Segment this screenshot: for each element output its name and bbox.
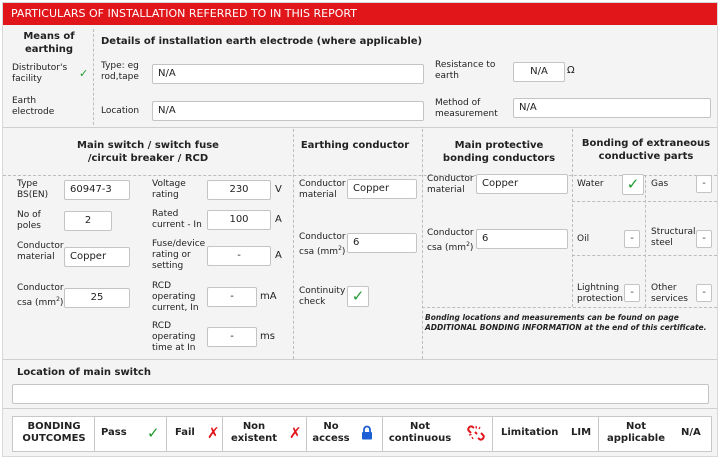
lightning-value[interactable]: -: [624, 284, 640, 302]
means-of-earthing-heading: Means of earthing: [23, 31, 75, 55]
divider: [422, 129, 423, 359]
divider: [3, 127, 717, 128]
oil-value[interactable]: -: [624, 230, 640, 248]
not-continuous-label: Not continuous: [388, 421, 452, 444]
electrode-location-input[interactable]: N/A: [152, 101, 424, 121]
resistance-input[interactable]: N/A: [513, 62, 565, 82]
not-applicable-symbol: N/A: [681, 427, 701, 438]
type-bs-label: Type BS(EN): [17, 179, 49, 200]
other-services-label: Other services: [651, 283, 688, 304]
other-services-value[interactable]: -: [696, 284, 712, 302]
method-label: Method of measurement: [435, 98, 498, 119]
earthing-conductor-csa-label: Conductor csa $(mm^2)$: [299, 232, 346, 257]
structural-steel-label: Structural steel: [651, 227, 696, 248]
type-bs-input[interactable]: 60947-3: [64, 180, 130, 200]
electrode-location-label: Location: [101, 106, 140, 116]
distributor-facility-check-icon[interactable]: ✓: [79, 67, 89, 80]
earthing-conductor-heading: Earthing conductor: [300, 140, 410, 151]
divider: [572, 201, 717, 202]
main-conductor-material-label: Conductor material: [17, 241, 64, 262]
bonding-note-line1: Bonding locations and measurements can be found on page: [425, 313, 679, 322]
legend-not-continuous: [383, 417, 493, 451]
continuity-label: Continuity check: [299, 286, 346, 307]
location-main-switch-input[interactable]: [12, 384, 709, 404]
ohm-unit: Ω: [567, 65, 575, 76]
divider: [3, 175, 717, 176]
poles-input[interactable]: 2: [64, 211, 112, 231]
divider: [422, 307, 717, 308]
main-conductor-csa-label: Conductor csa $(mm^2)$: [17, 283, 64, 308]
structural-steel-value[interactable]: -: [696, 230, 712, 248]
oil-label: Oil: [577, 234, 590, 244]
main-switch-heading: Main switch / switch fuse /circuit breaker / RCD: [77, 140, 219, 164]
fuse-rating-input[interactable]: -: [207, 246, 271, 266]
gas-value[interactable]: -: [696, 175, 712, 193]
rcd-time-label: RCD operating time at In: [152, 321, 196, 353]
electrode-type-input[interactable]: N/A: [152, 64, 424, 84]
rcd-time-input[interactable]: -: [207, 327, 257, 347]
lock-icon: [361, 425, 373, 440]
electrode-details-heading: Details of installation earth electrode (where applicable): [101, 36, 423, 47]
rated-current-label: Rated current - In: [152, 209, 202, 230]
water-label: Water: [577, 179, 604, 189]
divider: [572, 129, 573, 307]
water-check-icon[interactable]: ✓: [622, 174, 644, 195]
no-access-label: No access: [312, 421, 350, 444]
divider: [3, 408, 717, 409]
bonding-conductor-material-input[interactable]: Copper: [476, 174, 568, 194]
poles-label: No of poles: [17, 210, 41, 231]
divider: [572, 255, 717, 256]
earthing-conductor-material-input[interactable]: Copper: [347, 179, 417, 199]
divider: [93, 29, 94, 125]
fail-cross-icon: ✗: [207, 424, 220, 442]
fuse-rating-label: Fuse/device rating or setting: [152, 239, 206, 271]
not-applicable-label: Not applicable: [607, 421, 665, 444]
main-conductor-material-input[interactable]: Copper: [64, 247, 130, 267]
legend-not-applicable: [599, 417, 711, 451]
divider: [645, 175, 646, 307]
legend-non-existent: [223, 417, 307, 451]
bonding-conductor-material-label: Conductor material: [427, 174, 474, 195]
continuity-check-icon[interactable]: ✓: [347, 286, 369, 307]
method-input[interactable]: N/A: [513, 98, 711, 118]
voltage-label: Voltage rating: [152, 179, 186, 200]
rcd-current-unit: mA: [260, 291, 277, 302]
rcd-current-input[interactable]: -: [207, 287, 257, 307]
earthing-conductor-material-label: Conductor material: [299, 179, 346, 200]
rcd-current-label: RCD operating current, In: [152, 281, 199, 313]
voltage-unit: V: [275, 184, 282, 195]
legend-pass: [95, 417, 167, 451]
resistance-label: Resistance to earth: [435, 60, 496, 81]
bonding-conductor-csa-label: Conductor csa $(mm^2)$: [427, 228, 474, 253]
pass-check-icon: ✓: [147, 424, 160, 442]
legend-title-cell: [13, 417, 95, 451]
broken-link-icon: [467, 424, 485, 442]
bonding-conductor-csa-input[interactable]: 6: [476, 229, 568, 249]
limitation-symbol: LIM: [571, 427, 592, 438]
distributor-facility-label: Distributor's facility: [12, 63, 68, 84]
non-existent-cross-icon: ✗: [289, 424, 302, 442]
panel-header: PARTICULARS OF INSTALLATION REFERRED TO IN THIS REPORT: [3, 3, 717, 25]
fuse-rating-unit: A: [275, 250, 282, 261]
rated-current-input[interactable]: 100: [207, 210, 271, 230]
legend-limitation: [493, 417, 599, 451]
location-main-switch-heading: Location of main switch: [17, 367, 151, 378]
limitation-label: Limitation: [501, 427, 559, 438]
pass-label: Pass: [101, 427, 127, 438]
electrode-type-label: Type: eg rod,tape: [101, 61, 139, 82]
divider: [293, 129, 294, 359]
voltage-input[interactable]: 230: [207, 180, 271, 200]
bonding-outcomes-legend: [12, 416, 712, 452]
protective-bonding-heading: Main protective bonding conductors: [442, 140, 556, 164]
legend-title: BONDING OUTCOMES: [22, 421, 86, 444]
earthing-conductor-csa-input[interactable]: 6: [347, 233, 417, 253]
main-conductor-csa-input[interactable]: 25: [64, 288, 130, 308]
lightning-label: Lightning protection: [577, 283, 623, 304]
legend-no-access: [307, 417, 383, 451]
extraneous-bonding-heading: Bonding of extraneous conductive parts: [581, 138, 711, 162]
divider: [3, 359, 717, 360]
rcd-time-unit: ms: [260, 331, 275, 342]
gas-label: Gas: [651, 179, 669, 189]
legend-fail: [167, 417, 223, 451]
earth-electrode-label: Earth electrode: [12, 96, 55, 117]
rated-current-unit: A: [275, 214, 282, 225]
fail-label: Fail: [175, 427, 195, 438]
installation-panel: [2, 2, 718, 457]
bonding-note-line2: ADDITIONAL BONDING INFORMATION at the end of this certificate.: [425, 323, 707, 332]
non-existent-label: Non existent: [230, 421, 278, 444]
